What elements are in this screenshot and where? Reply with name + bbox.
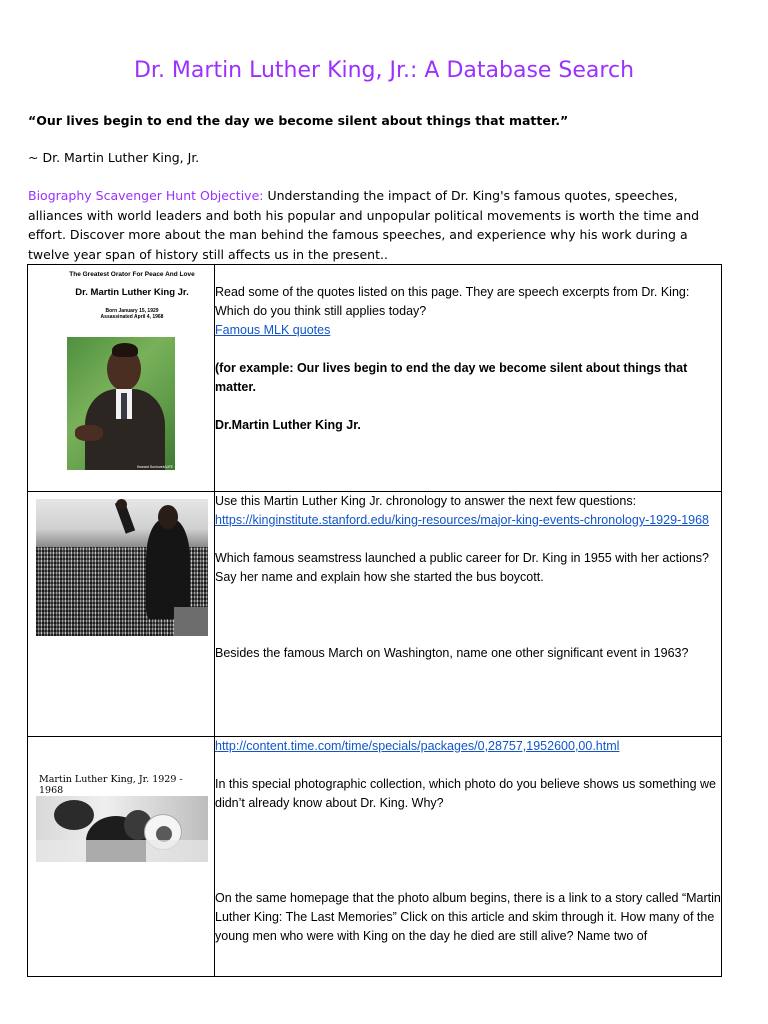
mlk-family-image bbox=[36, 774, 208, 874]
objective-paragraph bbox=[28, 186, 728, 264]
row2-text-cell bbox=[215, 492, 722, 737]
famous-mlk-quotes-link[interactable]: Famous MLK quotes bbox=[215, 323, 331, 337]
table-row bbox=[28, 737, 722, 977]
poster-born: Born January 15, 1929 bbox=[105, 308, 159, 314]
family-image-caption: Martin Luther King, Jr. 1929 - 1968 bbox=[39, 774, 183, 796]
chronology-link[interactable]: https://kinginstitute.stanford.edu/king-resources/major-king-events-chronology-1929-1968 bbox=[215, 513, 710, 527]
time-photo-collection-link[interactable]: http://content.time.com/time/specials/packages/0,28757,1952600,00.html bbox=[215, 739, 620, 753]
page-title: Dr. Martin Luther King, Jr.: A Database Search bbox=[133, 58, 635, 83]
row1-text-cell bbox=[215, 265, 722, 492]
table-row bbox=[28, 492, 722, 737]
poster-died: Assassinated April 4, 1968 bbox=[100, 314, 164, 320]
row1-instructions: Read some of the quotes listed on this page. They are speech excerpts from Dr. King: Which do you think still applies today? bbox=[215, 285, 690, 318]
image-cell bbox=[28, 492, 215, 737]
table-row bbox=[28, 265, 722, 492]
row3-text-cell bbox=[215, 737, 722, 977]
poster-name: Dr. Martin Luther King Jr. bbox=[75, 287, 189, 298]
portrait-photo bbox=[67, 337, 175, 470]
image-cell bbox=[28, 737, 215, 977]
photo-credit: Howard Sochurek/LIFE bbox=[136, 465, 173, 469]
quote-attribution: ~ Dr. Martin Luther King, Jr. bbox=[28, 150, 200, 165]
mlk-poster-image bbox=[62, 271, 202, 471]
row1-example: (for example: Our lives begin to end the day we become silent about things that matter. bbox=[215, 361, 688, 394]
poster-heading: The Greatest Orator For Peace And Love bbox=[69, 271, 195, 278]
row1-signature: Dr.Martin Luther King Jr. bbox=[215, 418, 361, 432]
objective-text: Understanding the impact of Dr. King's famous quotes, speeches, alliances with world leaders and both his popular and unpopular political movements is worth the time and effort. Discover more about the man behind the famous speeches, and experience why his work during a twelve year span of history still affects us in the present.. bbox=[28, 188, 700, 262]
seamstress-question: Which famous seamstress launched a public career for Dr. King in 1955 with her actions? Say her name and explain how she started the bus boycott. bbox=[215, 551, 709, 584]
march-crowd-photo bbox=[36, 499, 208, 636]
1963-event-question: Besides the famous March on Washington, name one other significant event in 1963? bbox=[215, 646, 689, 660]
family-photo bbox=[36, 796, 208, 862]
activity-table bbox=[27, 264, 722, 977]
photo-collection-question: In this special photographic collection, which photo do you believe shows us something we didn’t already know about Dr. King. Why? bbox=[215, 777, 716, 810]
last-memories-question: On the same homepage that the photo album begins, there is a link to a story called “Martin Luther King: The Last Memories” Click on this article and skim through it. How many of the young men who were with King on the day he died are still alive? Name two of bbox=[215, 891, 721, 943]
row2-instructions: Use this Martin Luther King Jr. chronology to answer the next few questions: bbox=[215, 494, 637, 508]
image-cell bbox=[28, 265, 215, 492]
objective-label: Biography Scavenger Hunt Objective: bbox=[28, 188, 264, 203]
quote: “Our lives begin to end the day we become silent about things that matter.” bbox=[28, 113, 569, 128]
